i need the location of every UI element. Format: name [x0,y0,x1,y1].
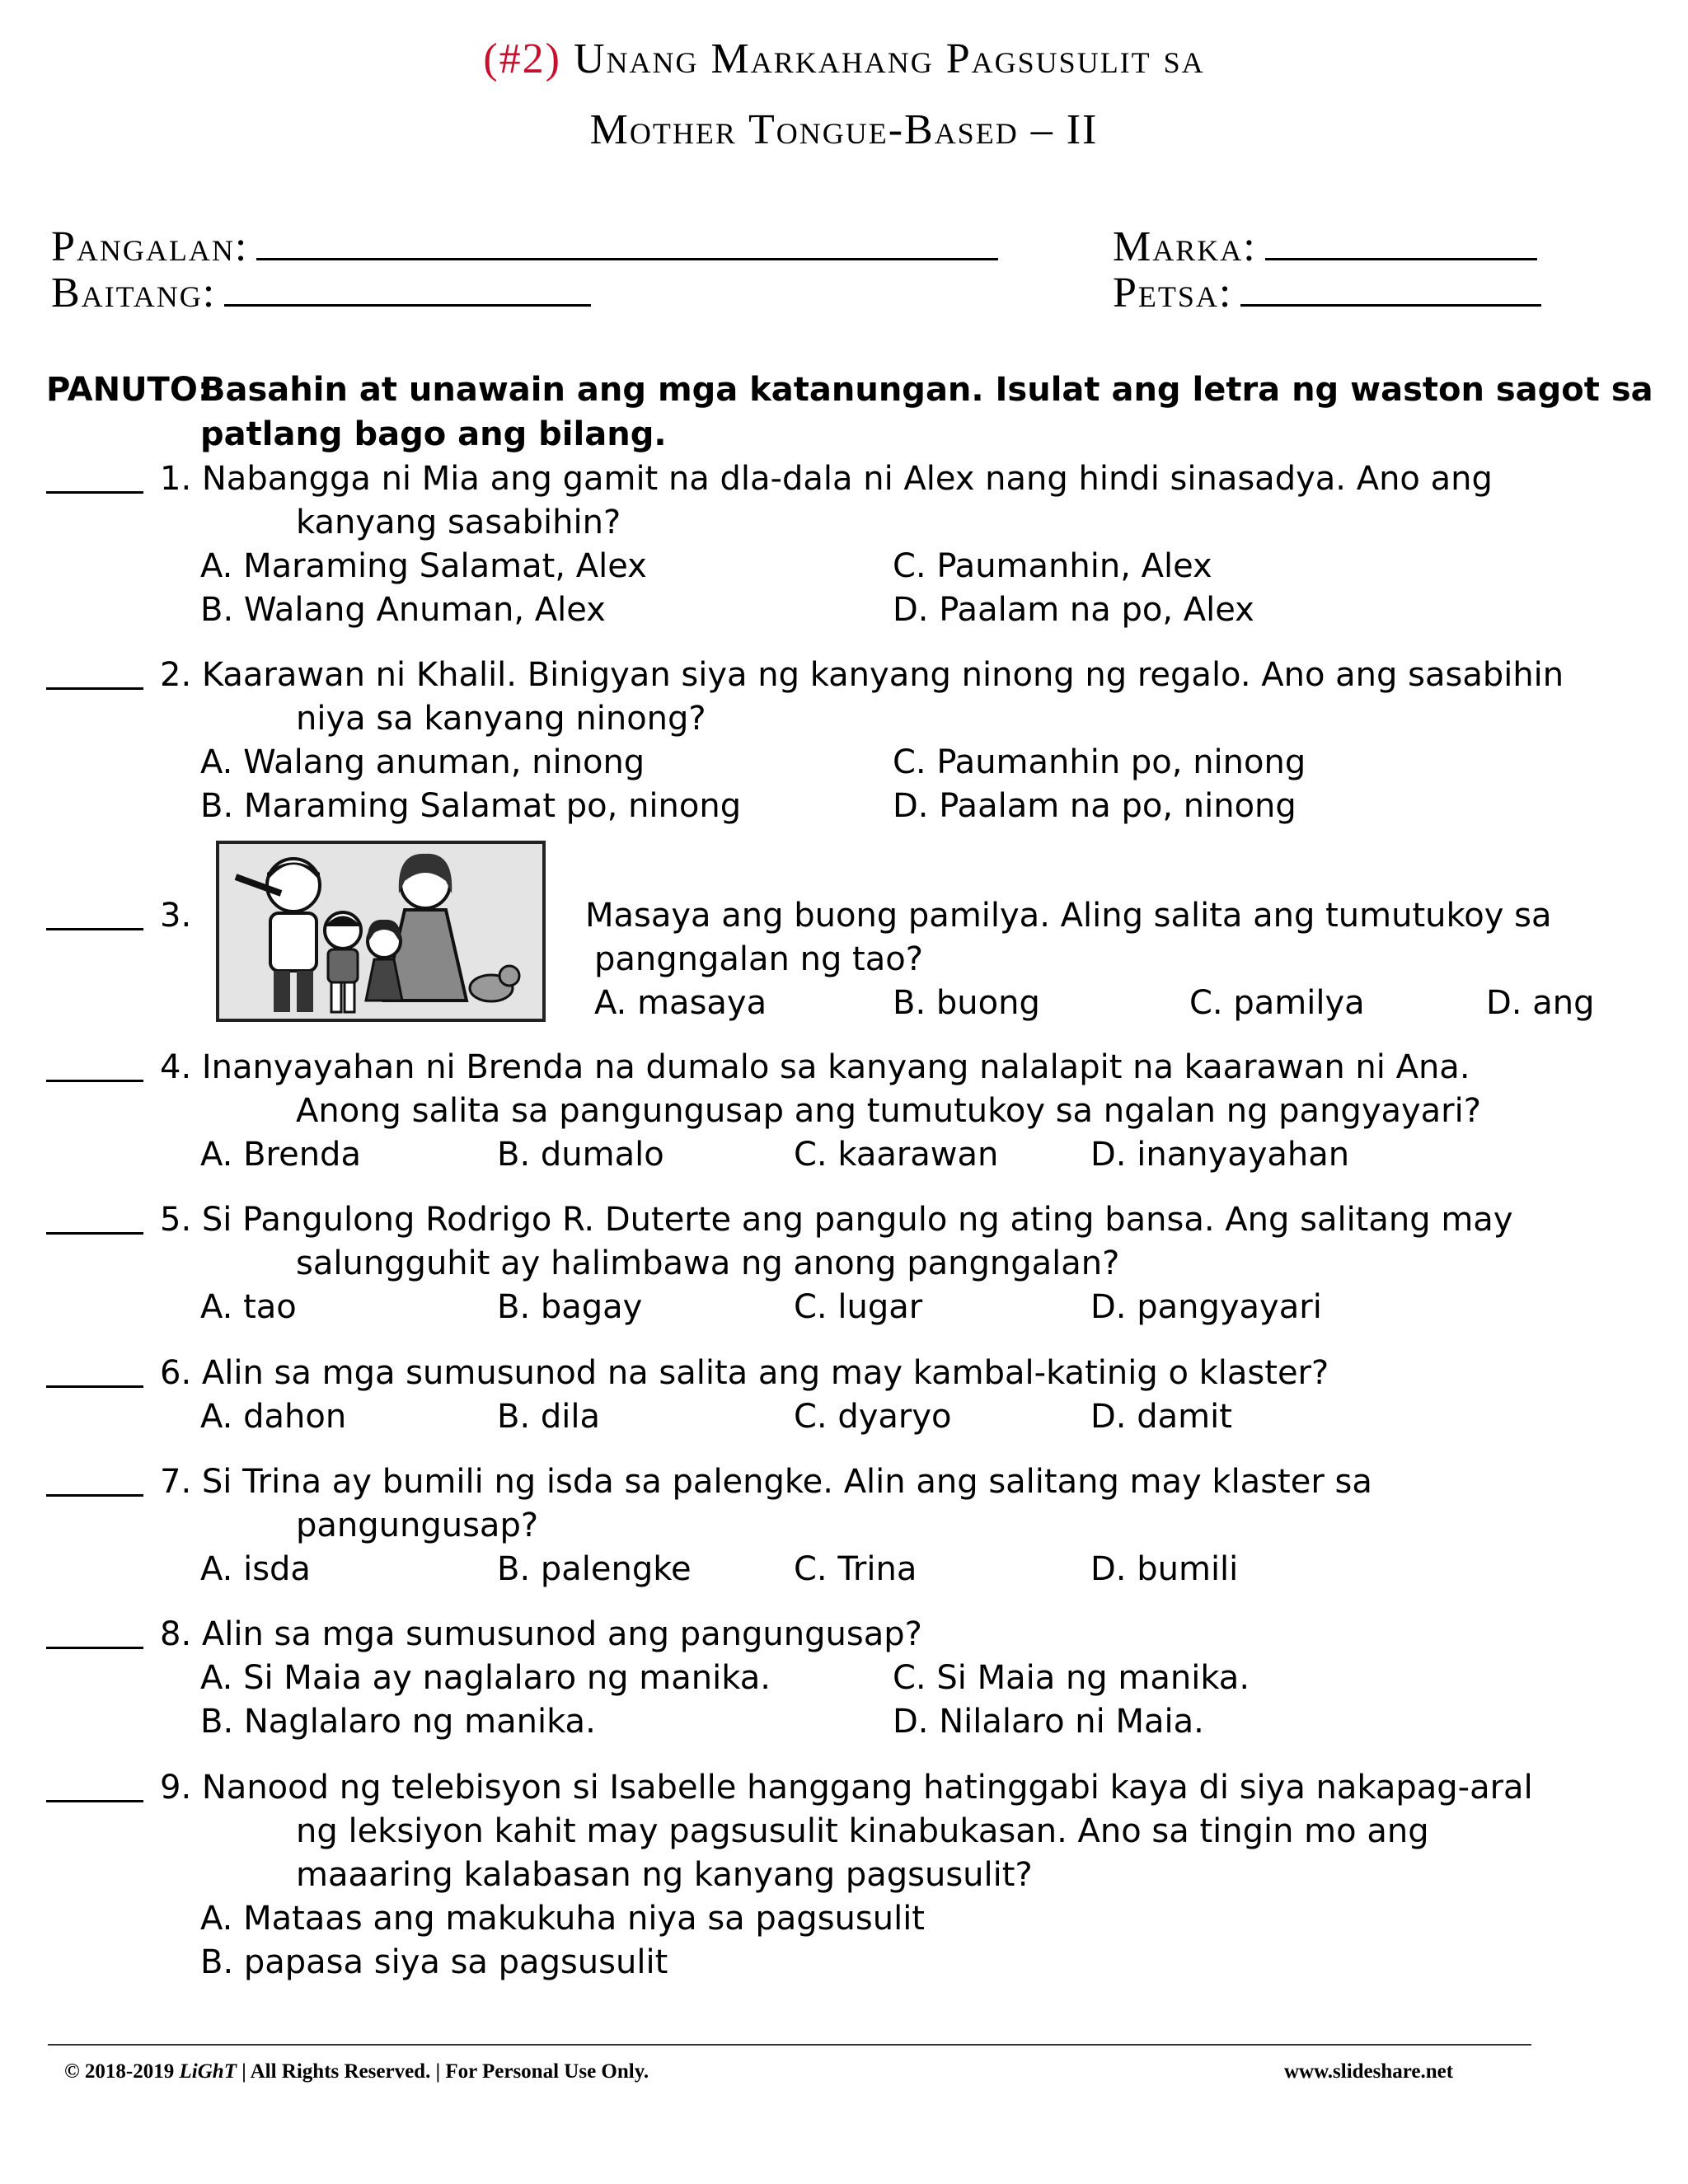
test-number: (#2) [483,35,561,82]
q8-choice-a[interactable]: A. Si Maia ay naglalaro ng manika. [200,1659,771,1697]
score-field[interactable] [1113,223,1537,271]
instructions-label: PANUTO: [46,371,211,409]
q5-choice-a[interactable]: A. tao [200,1288,297,1326]
q9-choice-a[interactable]: A. Mataas ang makukuha niya sa pagsusulit [200,1900,925,1938]
answer-blank-5[interactable] [46,1232,143,1235]
date-label: Petsa: [1113,269,1233,316]
answer-blank-9[interactable] [46,1800,143,1802]
document-title-line1 [0,35,1688,83]
date-field[interactable] [1113,269,1541,317]
q6-choice-a[interactable]: A. dahon [200,1398,347,1436]
instructions-line2: patlang bago ang bilang. [200,415,667,453]
q7-choice-b[interactable]: B. palengke [497,1550,692,1588]
question-6: 6. Alin sa mga sumusunod na salita ang may kambal-katinig o klaster? [160,1354,1329,1392]
q1-choice-d[interactable]: D. Paalam na po, Alex [893,591,1254,629]
document-title-line2: Mother Tongue-Based – II [589,106,1099,153]
q1-choice-c[interactable]: C. Paumanhin, Alex [893,547,1212,585]
q8-choice-d[interactable]: D. Nilalaro ni Maia. [893,1703,1204,1741]
question-7-cont: pangungusap? [296,1507,539,1544]
name-field[interactable] [51,223,998,271]
q2-choice-b[interactable]: B. Maraming Salamat po, ninong [200,787,742,825]
q3-choice-c[interactable]: C. pamilya [1189,984,1365,1022]
question-1: 1. Nabangga ni Mia ang gamit na dla-dala ni Alex nang hindi sinasadya. Ano ang [160,460,1493,498]
answer-blank-8[interactable] [46,1647,143,1649]
question-8: 8. Alin sa mga sumusunod ang pangungusap? [160,1615,922,1653]
question-5-cont: salungguhit ay halimbawa ng anong pangngalan? [296,1244,1120,1282]
q4-choice-d[interactable]: D. inanyayahan [1090,1136,1350,1174]
q4-choice-b[interactable]: B. dumalo [497,1136,664,1174]
q2-choice-d[interactable]: D. Paalam na po, ninong [893,787,1296,825]
footer-brand: LiGhT [179,2060,237,2083]
question-3-cont: pangngalan ng tao? [594,940,923,978]
question-9-cont-2: maaaring kalabasan ng kanyang pagsusulit? [296,1856,1033,1894]
question-9: 9. Nanood ng telebisyon si Isabelle hanggang hatinggabi kaya di siya nakapag-aral [160,1769,1533,1807]
title-text: Unang Markahang Pagsusulit sa [573,35,1205,82]
q7-choice-a[interactable]: A. isda [200,1550,311,1588]
footer-divider [48,2044,1531,2046]
footer-rights: | All Rights Reserved. | For Personal Use Only. [241,2060,649,2083]
question-4: 4. Inanyayahan ni Brenda na dumalo sa kanyang nalalapit na kaarawan ni Ana. [160,1048,1470,1086]
q8-choice-c[interactable]: C. Si Maia ng manika. [893,1659,1250,1697]
q3-choice-b[interactable]: B. buong [893,984,1040,1022]
answer-blank-1[interactable] [46,491,143,494]
q3-choice-d[interactable]: D. ang [1486,984,1595,1022]
q4-choice-c[interactable]: C. kaarawan [794,1136,999,1174]
instructions-line1: Basahin at unawain ang mga katanungan. Isulat ang letra ng waston sagot sa [200,371,1653,409]
q9-choice-b[interactable]: B. papasa siya sa pagsusulit [200,1943,668,1981]
question-2: 2. Kaarawan ni Khalil. Binigyan siya ng kanyang ninong ng regalo. Ano ang sasabihin [160,656,1564,694]
q2-choice-c[interactable]: C. Paumanhin po, ninong [893,743,1306,781]
question-4-cont: Anong salita sa pangungusap ang tumutukoy sa ngalan ng pangyayari? [296,1092,1481,1130]
score-label: Marka: [1113,223,1257,270]
name-label: Pangalan: [51,223,249,270]
question-2-cont: niya sa kanyang ninong? [296,700,706,738]
answer-blank-4[interactable] [46,1080,143,1082]
q6-choice-d[interactable]: D. damit [1090,1398,1232,1436]
family-picture [216,841,546,1022]
q5-choice-c[interactable]: C. lugar [794,1288,923,1326]
grade-field[interactable] [51,269,591,317]
answer-blank-7[interactable] [46,1494,143,1497]
q5-choice-b[interactable]: B. bagay [497,1288,643,1326]
family-illustration-icon [219,844,542,1019]
answer-blank-6[interactable] [46,1385,143,1388]
question-3: 3. [160,897,192,935]
q8-choice-b[interactable]: B. Naglalaro ng manika. [200,1703,596,1741]
grade-label: Baitang: [51,269,217,316]
q1-choice-b[interactable]: B. Walang Anuman, Alex [200,591,606,629]
q1-choice-a[interactable]: A. Maraming Salamat, Alex [200,547,647,585]
question-5: 5. Si Pangulong Rodrigo R. Duterte ang pangulo ng ating bansa. Ang salitang may [160,1201,1513,1239]
question-9-cont-1: ng leksiyon kahit may pagsusulit kinabukasan. Ano sa tingin mo ang [296,1812,1429,1850]
q7-choice-c[interactable]: C. Trina [794,1550,917,1588]
q2-choice-a[interactable]: A. Walang anuman, ninong [200,743,645,781]
q3-choice-a[interactable]: A. masaya [594,984,767,1022]
q6-choice-c[interactable]: C. dyaryo [794,1398,952,1436]
q5-choice-d[interactable]: D. pangyayari [1090,1288,1322,1326]
question-1-cont: kanyang sasabihin? [296,504,621,541]
footer-copyright: © 2018-2019 LiGhT | All Rights Reserved. | For Personal Use Only. [64,2060,649,2083]
q7-choice-d[interactable]: D. bumili [1090,1550,1239,1588]
q4-choice-a[interactable]: A. Brenda [200,1136,361,1174]
question-3-text: Masaya ang buong pamilya. Aling salita ang tumutukoy sa [585,897,1552,935]
answer-blank-3[interactable] [46,928,143,930]
question-7: 7. Si Trina ay bumili ng isda sa palengke. Alin ang salitang may klaster sa [160,1463,1372,1501]
q6-choice-b[interactable]: B. dila [497,1398,600,1436]
answer-blank-2[interactable] [46,687,143,690]
footer-website[interactable]: www.slideshare.net [1284,2060,1454,2083]
